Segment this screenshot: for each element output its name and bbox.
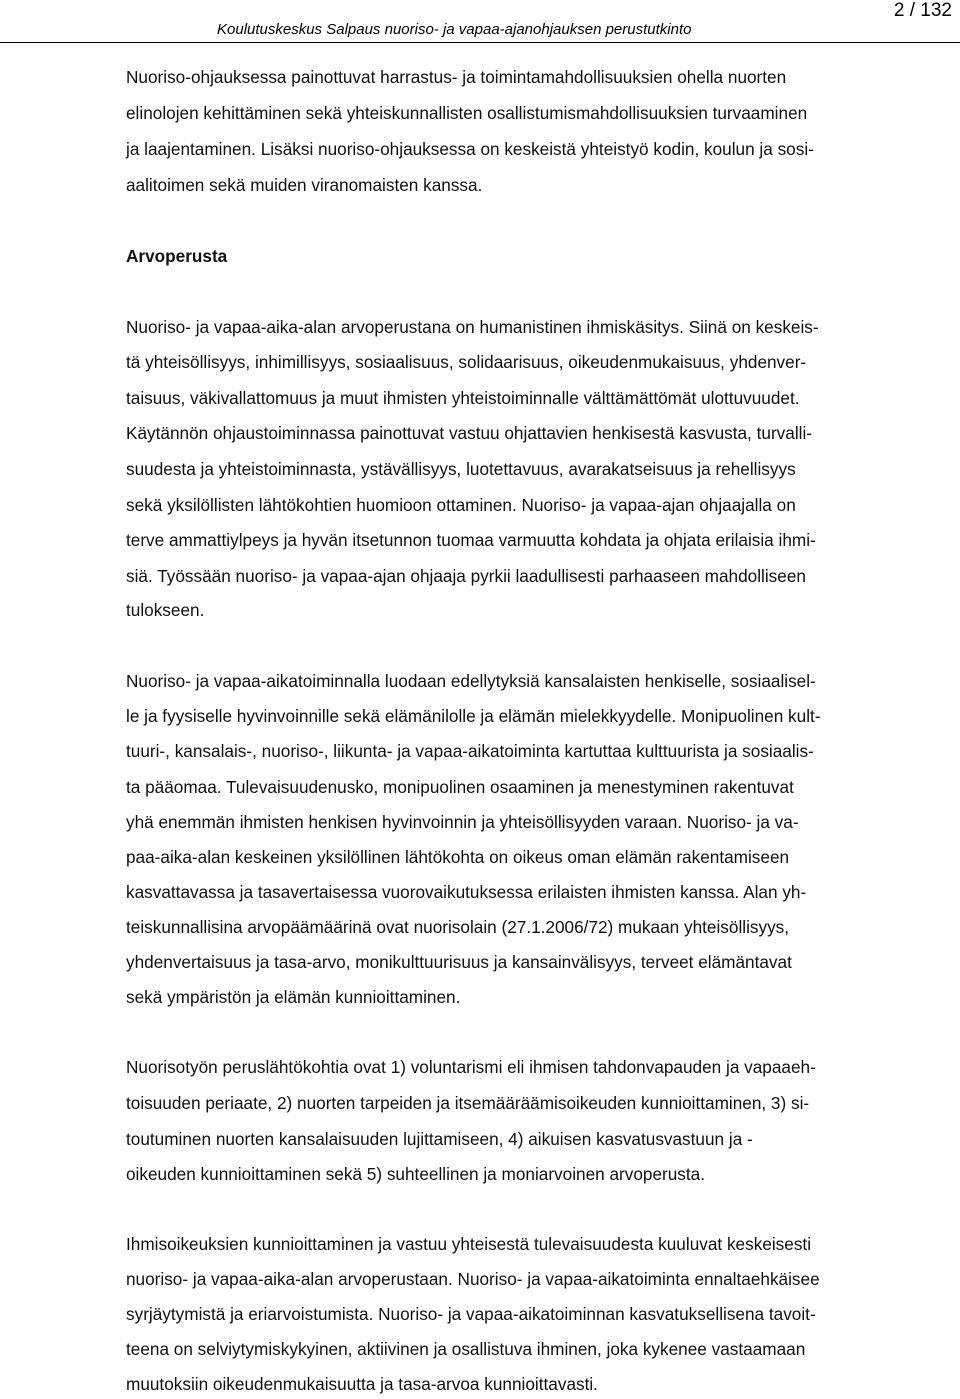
text-line: toutuminen nuorten kansalaisuuden lujittamiseen, 4) aikuisen kasvatusvastuun ja - xyxy=(126,1129,753,1149)
text-line: Käytännön ohjaustoiminnassa painottuvat vastuu ohjattavien henkisestä kasvusta, turvalli- xyxy=(126,423,812,443)
text-line: Nuoriso- ja vapaa-aikatoiminnalla luodaan edellytyksiä kansalaisten henkiselle, sosiaalisel- xyxy=(126,671,816,691)
page-header xyxy=(0,0,960,46)
text-line: oikeuden kunnioittaminen sekä 5) suhteellinen ja moniarvoinen arvoperusta. xyxy=(126,1164,706,1184)
text-line: tuuri-, kansalais-, nuoriso-, liikunta- ja vapaa-aikatoiminta kartuttaa kulttuurista ja sosiaalis- xyxy=(126,741,814,761)
page-number: 2 / 132 xyxy=(893,0,952,21)
text-line: ja laajentaminen. Lisäksi nuoriso-ohjauksessa on keskeistä yhteistyö kodin, koulun ja sosi- xyxy=(126,139,814,159)
text-line: Nuoriso-ohjauksessa painottuvat harrastus- ja toimintamahdollisuuksien ohella nuorten xyxy=(126,67,787,87)
text-line: siä. Työssään nuoriso- ja vapaa-ajan ohjaaja pyrkii laadullisesti parhaaseen mahdolliseen xyxy=(126,566,806,586)
text-line: muutoksiin oikeudenmukaisuutta ja tasa-arvoa kunnioittavasti. xyxy=(126,1374,598,1394)
text-line: tä yhteisöllisyys, inhimillisyys, sosiaalisuus, solidaarisuus, oikeudenmukaisuus, yhdenver- xyxy=(126,352,807,372)
text-line: taisuus, väkivallattomuus ja muut ihmisten yhteistoiminnalle välttämättömät ulottuvuudet. xyxy=(126,388,800,408)
text-line: tulokseen. xyxy=(126,600,205,620)
text-line: paa-aika-alan keskeinen yksilöllinen lähtökohta on oikeus oman elämän rakentamiseen xyxy=(126,847,790,867)
text-line: sekä ympäristön ja elämän kunnioittaminen. xyxy=(126,987,461,1007)
text-line: Nuorisotyön peruslähtökohtia ovat 1) voluntarismi eli ihmisen tahdonvapauden ja vapaaeh- xyxy=(126,1057,816,1077)
text-line: yhdenvertaisuus ja tasa-arvo, monikulttuurisuus ja kansainvälisyys, terveet elämäntavat xyxy=(126,952,792,972)
text-line: Nuoriso- ja vapaa-aika-alan arvoperustana on humanistinen ihmiskäsitys. Siinä on keskeis- xyxy=(126,317,819,337)
document-title: Koulutuskeskus Salpaus nuoriso- ja vapaa-ajanohjauksen perustutkinto xyxy=(217,21,692,38)
text-line: toisuuden periaate, 2) nuorten tarpeiden ja itsemääräämisoikeuden kunnioittaminen, 3) si- xyxy=(126,1093,810,1113)
text-line: teena on selviytymiskykyinen, aktiivinen ja osallistuva ihminen, joka kykenee vastaamaan xyxy=(126,1339,806,1359)
text-line: nuoriso- ja vapaa-aika-alan arvoperustaan. Nuoriso- ja vapaa-aikatoiminta ennaltaehkäisee xyxy=(126,1269,820,1289)
text-line: teiskunnallisina arvopäämäärinä ovat nuorisolain (27.1.2006/72) mukaan yhteisöllisyys, xyxy=(126,917,790,937)
text-line: terve ammattiylpeys ja hyvän itsetunnon tuomaa varmuutta kohdata ja ohjata erilaisia ihmi- xyxy=(126,530,816,550)
text-line: aalitoimen sekä muiden viranomaisten kanssa. xyxy=(126,175,483,195)
text-line: suudesta ja yhteistoiminnasta, ystävällisyys, luotettavuus, avarakatseisuus ja rehellisyys xyxy=(126,459,796,479)
text-line: elinolojen kehittäminen sekä yhteiskunnallisten osallistumismahdollisuuksien turvaaminen xyxy=(126,103,808,123)
text-line: sekä yksilöllisten lähtökohtien huomioon ottaminen. Nuoriso- ja vapaa-ajan ohjaajalla on xyxy=(126,495,796,515)
header-divider xyxy=(0,42,960,43)
text-line: ta pääomaa. Tulevaisuudenusko, monipuolinen osaaminen ja menestyminen rakentuvat xyxy=(126,777,794,797)
text-line: Ihmisoikeuksien kunnioittaminen ja vastuu yhteisestä tulevaisuudesta kuuluvat keskeisesti xyxy=(126,1234,812,1254)
text-line: yhä enemmän ihmisten henkisen hyvinvoinnin ja yhteisöllisyyden varaan. Nuoriso- ja va- xyxy=(126,812,799,832)
text-line: le ja fyysiselle hyvinvoinnille sekä elämänilolle ja elämän mielekkyydelle. Monipuolinen kult- xyxy=(126,706,821,726)
section-heading: Arvoperusta xyxy=(126,246,228,266)
text-line: kasvattavassa ja tasavertaisessa vuorovaikutuksessa erilaisten ihmisten kanssa. Alan yh- xyxy=(126,882,807,902)
text-line: syrjäytymistä ja eriarvoistumista. Nuoriso- ja vapaa-aikatoiminnan kasvatuksellisena tavoit- xyxy=(126,1304,816,1324)
